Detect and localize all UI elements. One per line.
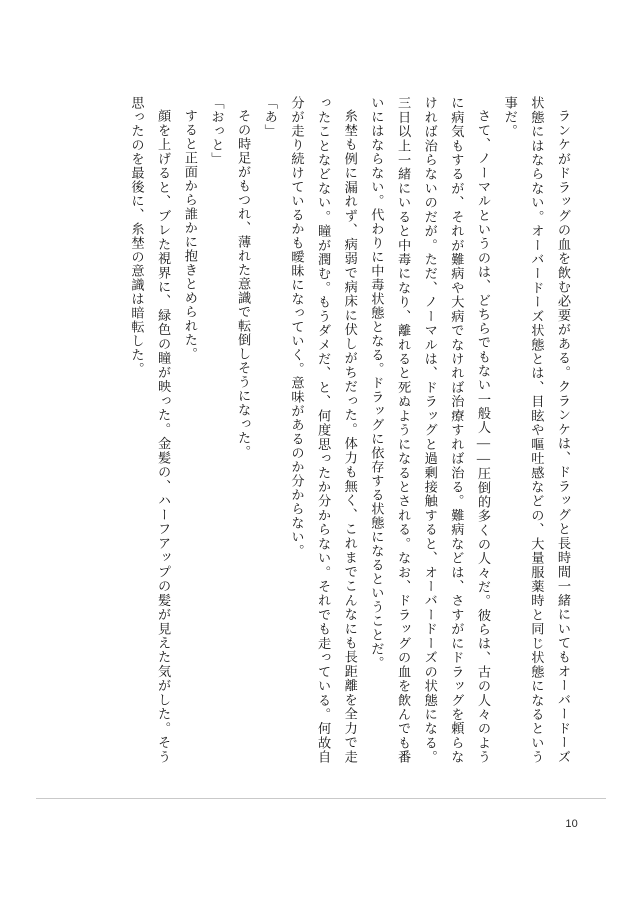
dialogue-line: 「おっと」 [209,96,225,166]
paragraph: その時足がもつれ、薄れた意識で転倒しそうになった。 [236,109,252,459]
page-number: 10 [565,818,578,830]
vertical-text-body [110,96,576,764]
paragraph: さて、ノーマルというのは、どちらでもない一般人——圧倒的多くの人々だ。彼らは、古の人々のように病気もするが、それが難病や大病でなければ治療すれば治る。難病などは、さすがにドラッグを頼らなければ治らないのだが。ただ、ノーマルは、ドラッグと過剰接触すると、オーバードーズの状態になる。三日以上一緒にいると中毒になり、離れると死ぬようになるとされる。なお、ドラッグの血を飲んでも番いにはならない。代わりに中毒状態となる。ドラッグに依存する状態になるということだ。 [369,96,492,764]
dialogue-line: 「あ」 [262,96,278,138]
paragraph: ランケがドラッグの血を飲む必要がある。クランケは、ドラッグと長時間一緒にいてもオーバードーズ状態にはならない。オーバードーズ状態とは、目眩や嘔吐感などの、大量服薬時と同じ状態になるという事だ。 [502,96,571,764]
paragraph: 顔を上げると、ブレた視界に、緑色の瞳が映った。金髪の、ハーフアップの髪が見えた気がした。そう思ったのを最後に、糸埜の意識は暗転した。 [129,96,172,764]
paragraph: すると正面から誰かに抱きとめられた。 [182,109,198,362]
paragraph: 糸埜も例に漏れず、病弱で病床に伏しがちだった。体力も無く、これまでこんなにも長距離を全力で走ったことなどない。瞳が潤む。もうダメだ、と、何度思ったか分からない。それでも走っている。何故自分が走り続けているかも曖昧になっていく。意味があるのか分からない。 [289,96,358,764]
footer-divider [36,798,606,799]
